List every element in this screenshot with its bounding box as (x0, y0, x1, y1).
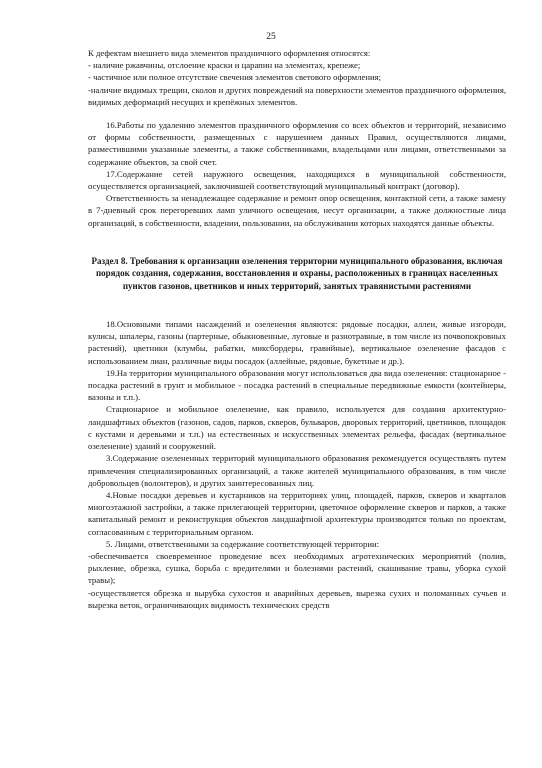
paragraph-17: 17.Содержание сетей наружного освещения, находящихся в муниципальной собственности, осуществляется организацией, заключившей соответствующий муниципальный контракт (договор). (88, 168, 506, 192)
document-body (88, 47, 506, 611)
spacer (88, 229, 506, 255)
paragraph-5: 5. Лицами, ответственными за содержание соответствующей территории: (106, 538, 380, 549)
spacer (88, 292, 506, 318)
paragraph-defect-lighting: - частичное или полное отсутствие свечения элементов светового оформления; (88, 72, 382, 83)
paragraph-stationary: Стационарное и мобильное озеленение, как правило, используется для создания архитектурно-ландшафтных объектов (газонов, садов, парков, скверов, бульваров, дворовых территорий, цветников, площадок с кустами и деревьями и т.п.) на естественных и искусственных элементах рельефа, фасадах (вертикальное озеленение) зданий и сооружений. (88, 404, 506, 452)
section-heading: Раздел 8. Требования к организации озеленения территории муниципального образования, включая порядок создания, содержания, восстановления и охраны, расположенных в границах населенных пунктов газонов, цветников и иных территорий, занятых травянистыми растениями (91, 255, 503, 291)
paragraph-agrotech: -обеспечивается своевременное проведение всех необходимых агротехнических мероприятий (полив, рыхление, обрезка, сушка, борьба с вредителями и болезнями растений, скашивание травы, уборка сухой травы); (88, 550, 506, 586)
paragraph-19: 19.На территории муниципального образования могут использоваться два вида озеленения: стационарное - посадка растений в грунт и мобильное - посадка растений в специальные передвижные емкости (контейнеры, вазоны и т.п.). (88, 367, 506, 403)
paragraph-4: 4.Новые посадки деревьев и кустарников на территориях улиц, площадей, парков, скверов и кварталов многоэтажной застройки, а также прилегающей территории, цветочное оформление скверов и парков, а также капитальный ремонт и реконструкция объектов ландшафтной архитектуры производятся только по проектам, согласованным с территориальным органом. (88, 489, 506, 537)
page-number: 25 (266, 32, 276, 42)
paragraph-pruning: -осуществляется обрезка и вырубка сухостоя и аварийных деревьев, вырезка сухих и поломанных сучьев и вырезка веток, ограничивающих видимость технических средств (88, 587, 506, 610)
spacer (88, 108, 506, 119)
paragraph-18: 18.Основными типами насаждений и озеленения являются: рядовые посадки, аллеи, живые изгороди, кулисы, шпалеры, газоны (партерные, обыкновенные, луговые и разнотравные, в том числе из почвопокровных растений), цветники (клумбы, рабатки, миксбордеры, гравийные), вертикальное озеленение фасадов с использованием лиан, различные виды посадок (аллейные, рядовые, букетные и др.). (88, 319, 506, 366)
paragraph-3: 3.Содержание озелененных территорий муниципального образования рекомендуется осуществлять путем привлечения специализированных организаций, а также жителей муниципального образования, в том числе добровольцев (волонтеров), и других заинтересованных лиц. (88, 453, 506, 488)
paragraph-responsibility: Ответственность за ненадлежащее содержание и ремонт опор освещения, контактной сети, а также замену в 7-дневный срок перегоревших ламп уличного освещения, несут организации, а также должностные лица организаций, в собственности, владении, пользовании, на обслуживании которых находятся данные объекты. (88, 193, 506, 228)
paragraph-defect-rust: - наличие ржавчины, отслоение краски и царапин на элементах, крепеже; (88, 60, 361, 71)
paragraph-defects-intro: К дефектам внешнего вида элементов праздничного оформления относятся: (88, 48, 371, 58)
paragraph-defect-cracks: -наличие видимых трещин, сколов и других повреждений на поверхности элементов праздничного оформления, видимых деформаций несущих и крепёжных элементов. (88, 84, 506, 107)
paragraph-16: 16.Работы по удалению элементов праздничного оформления со всех объектов и территорий, независимо от формы собственности, размещенных с нарушением данных Правил, осуществляются лицами, разместившими указанные элементы, а также собственниками, владельцами или лицами, ответственными за содержание объектов, за свой счет. (88, 120, 506, 167)
